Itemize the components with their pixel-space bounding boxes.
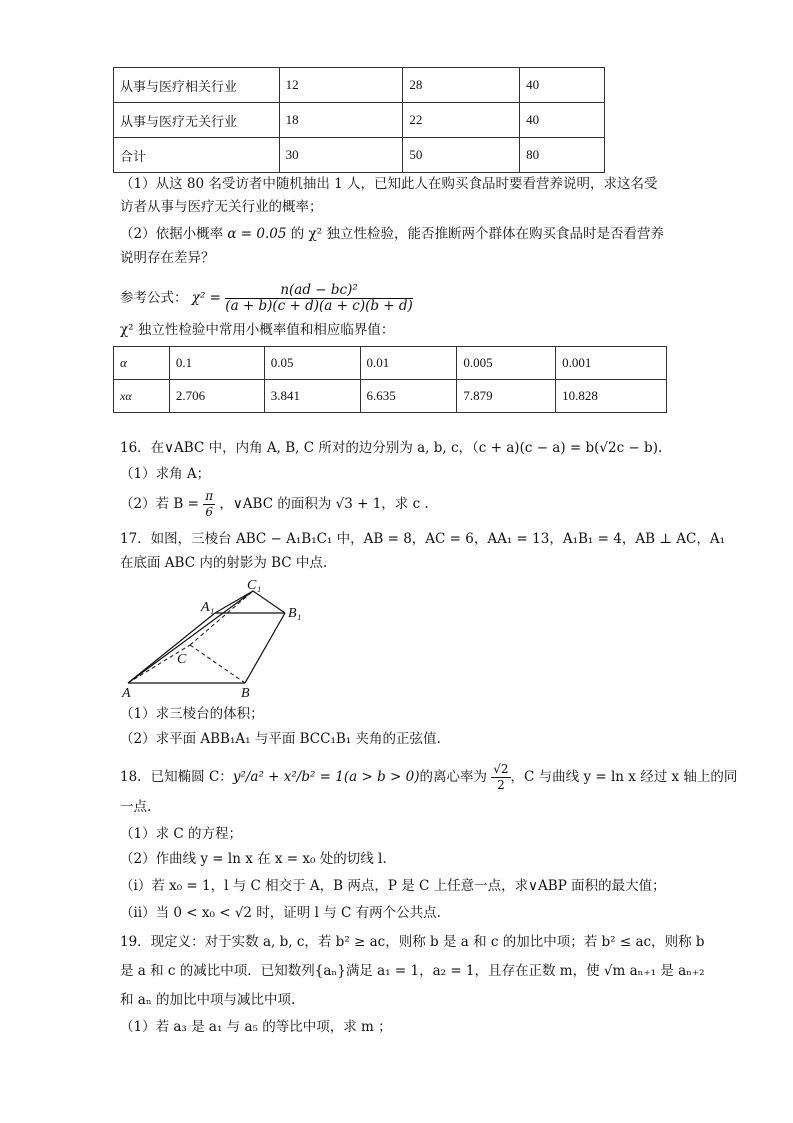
q16-frac-num: π	[205, 489, 214, 503]
table-row	[114, 347, 667, 380]
chi-square-fraction	[225, 283, 413, 314]
label-B: B	[241, 686, 250, 700]
label-A: A	[122, 686, 131, 700]
reference-formula	[120, 283, 413, 314]
edge-A1C1	[215, 591, 253, 613]
table-cell: 0.001	[556, 347, 667, 380]
q15-part2-line2: 说明存在差异？	[120, 250, 215, 266]
table-row	[114, 103, 605, 138]
label-C: C	[177, 652, 187, 667]
q15-part2-post: 的 χ² 独立性检验，能否推断两个群体在购买食品时是否看营养	[290, 226, 664, 242]
table-cell: 0.1	[169, 347, 264, 380]
q18-ecc-den: 2	[497, 778, 505, 792]
table-cell: 6.635	[360, 380, 457, 413]
q17-part1: （1）求三棱台的体积；	[120, 706, 264, 722]
q18-ellipse-eq: y²/a² + x²/b² = 1(a > b > 0)	[232, 769, 420, 785]
survey-table	[113, 67, 605, 173]
edge-AC1	[128, 591, 253, 683]
q15-part1-line1: （1）从这 80 名受访者中随机抽出 1 人，已知此人在购买食品时要看营养说明，求这名受	[120, 176, 658, 192]
q18-part1: （1）求 C 的方程；	[120, 826, 243, 842]
label-A1: A₁	[201, 600, 215, 615]
table-cell: 0.05	[264, 347, 360, 380]
q19-part1: （1）若 a₃ 是 a₁ 与 a₅ 的等比中项，求 m ；	[120, 1019, 392, 1035]
q18-part2: （2）作曲线 y = ln x 在 x = x₀ 处的切线 l.	[120, 851, 387, 867]
table-cell: 40	[520, 103, 605, 138]
table-cell: 0.005	[457, 347, 556, 380]
edge-CC1	[190, 591, 253, 645]
table-cell: 12	[279, 68, 403, 103]
table-cell: xα	[114, 380, 170, 413]
q16-part2-pre: （2）若 B =	[120, 496, 199, 512]
table-cell: 80	[520, 138, 605, 173]
formula-lhs: χ² =	[191, 290, 221, 306]
frustum-figure	[115, 575, 315, 700]
table-cell: α	[114, 347, 170, 380]
q17-stem-line2: 在底面 ABC 内的射影为 BC 中点.	[120, 555, 328, 571]
table-row	[114, 138, 605, 173]
q18-stem-line2: 一点.	[120, 799, 152, 815]
label-C1: C₁	[247, 578, 262, 593]
table-cell: 30	[279, 138, 403, 173]
table-cell: 2.706	[169, 380, 264, 413]
q16-fraction	[203, 489, 215, 520]
formula-numerator: n(ad − bc)²	[225, 283, 413, 299]
formula-label: 参考公式：	[120, 290, 188, 306]
q18-stem-post: ，C 与曲线 y = ln x 经过 x 轴上的同	[510, 769, 738, 785]
table-cell: 7.879	[457, 380, 556, 413]
label-B1: B₁	[288, 606, 302, 621]
q18-ecc-num: √2	[493, 762, 509, 776]
table-cell: 从事与医疗相关行业	[114, 68, 280, 103]
q18-part2-i: （ⅰ）若 x₀ = 1，l 与 C 相交于 A，B 两点，P 是 C 上任意一点，求∨ABP 面积的最大值；	[120, 878, 666, 894]
edge-CB	[190, 645, 245, 683]
table-cell: 50	[403, 138, 520, 173]
q17-stem-line1: 17．如图，三棱台 ABC − A₁B₁C₁ 中，AB = 8，AC = 6，AA₁ = 13，A₁B₁ = 4，AB ⊥ AC，A₁	[120, 531, 726, 547]
q18-part2-ii: （ⅱ）当 0 < x₀ < √2 时，证明 l 与 C 有两个公共点.	[120, 905, 441, 921]
q18-stem-line1	[120, 762, 737, 793]
q15-alpha: α = 0.05	[227, 226, 287, 242]
table-cell: 28	[403, 68, 520, 103]
table-cell: 0.01	[360, 347, 457, 380]
table-cell: 18	[279, 103, 403, 138]
table-cell: 22	[403, 103, 520, 138]
critical-value-table	[113, 346, 667, 413]
edge-C1B1	[253, 591, 285, 613]
table-cell: 从事与医疗无关行业	[114, 103, 280, 138]
q18-eccentricity	[491, 762, 510, 793]
q19-line3: 和 aₙ 的加比中项与减比中项.	[120, 992, 296, 1008]
q19-line2: 是 a 和 c 的减比中项．已知数列{aₙ}满足 a₁ = 1，a₂ = 1，且存在正数 m，使 √m aₙ₊₁ 是 aₙ₊₂	[120, 963, 705, 979]
q16-part1: （1）求角 A；	[120, 466, 211, 482]
table-cell: 10.828	[556, 380, 667, 413]
q18-stem-pre: 18．已知椭圆 C：	[120, 769, 233, 785]
q15-part2-pre: （2）依据小概率	[120, 226, 224, 242]
q16-part2	[120, 489, 429, 520]
table-cell: 3.841	[264, 380, 360, 413]
q16-part2-post: ，∨ABC 的面积为 √3 + 1，求 c .	[219, 496, 429, 512]
table-cell: 合计	[114, 138, 280, 173]
table2-caption: χ² 独立性检验中常用小概率值和相应临界值：	[120, 322, 395, 338]
q15-part1-line2: 访者从事与医疗无关行业的概率；	[120, 199, 323, 215]
q17-part2: （2）求平面 ABB₁A₁ 与平面 BCC₁B₁ 夹角的正弦值.	[120, 731, 441, 747]
q19-line1: 19．现定义：对于实数 a, b, c，若 b² ≥ ac，则称 b 是 a 和 c 的加比中项；若 b² ≤ ac，则称 b	[120, 934, 705, 950]
formula-denominator: (a + b)(c + d)(a + c)(b + d)	[225, 298, 413, 314]
table-row	[114, 68, 605, 103]
q15-part2-line1	[120, 224, 664, 244]
table-cell: 40	[520, 68, 605, 103]
q16-stem: 16．在∨ABC 中，内角 A, B, C 所对的边分别为 a, b, c，（c + a)(c − a) = b(√2c − b).	[120, 440, 663, 456]
edge-BB1	[245, 613, 285, 683]
q18-stem-mid: 的离心率为	[419, 769, 487, 785]
edge-AA1	[128, 613, 215, 683]
q16-frac-den: 6	[205, 505, 213, 519]
table-row	[114, 380, 667, 413]
